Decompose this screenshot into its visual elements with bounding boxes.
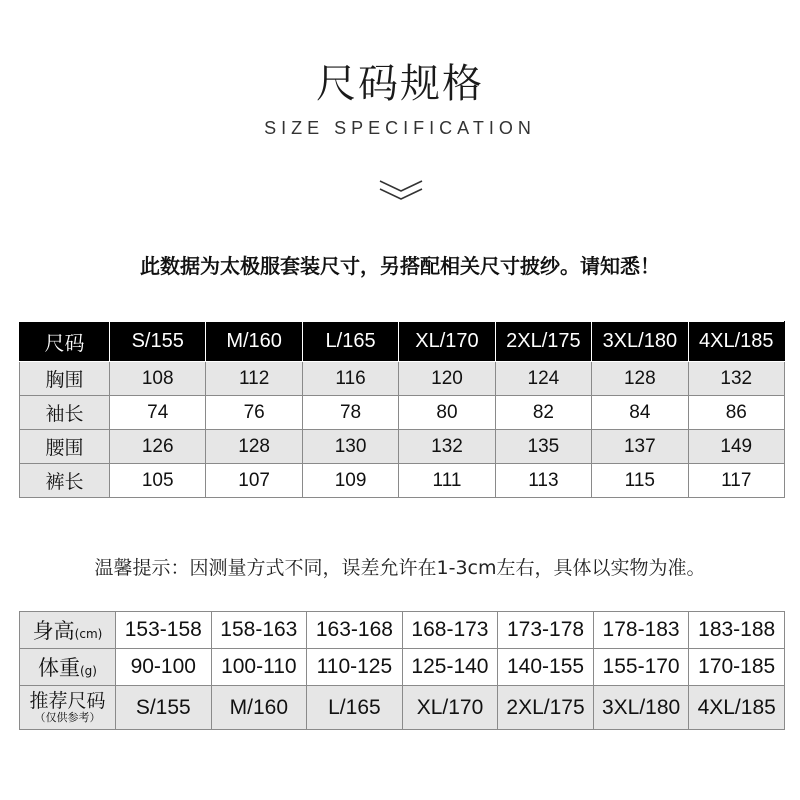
table-row bbox=[20, 362, 785, 396]
table-cell: 110-125 bbox=[307, 649, 403, 686]
height-unit: (cm) bbox=[74, 627, 103, 641]
table-cell: 125-140 bbox=[402, 649, 498, 686]
table-cell: S/155 bbox=[116, 686, 212, 730]
table-cell: 84 bbox=[592, 396, 688, 430]
header-cell: 2XL/175 bbox=[495, 322, 591, 362]
table-cell: 149 bbox=[688, 430, 784, 464]
table-cell: L/165 bbox=[307, 686, 403, 730]
recommend-table bbox=[19, 611, 785, 730]
table-cell: 135 bbox=[495, 430, 591, 464]
height-row bbox=[20, 612, 785, 649]
table-cell: 168-173 bbox=[402, 612, 498, 649]
row-label bbox=[20, 686, 116, 730]
table-cell: 132 bbox=[399, 430, 495, 464]
table-cell: 137 bbox=[592, 430, 688, 464]
row-label: 袖长 bbox=[20, 396, 110, 430]
table-cell: 158-163 bbox=[211, 612, 307, 649]
table-cell: 178-183 bbox=[593, 612, 689, 649]
table-cell: 82 bbox=[495, 396, 591, 430]
tip-text: 温馨提示：因测量方式不同，误差允许在1-3cm左右，具体以实物为准。 bbox=[94, 557, 706, 579]
size-table-header bbox=[20, 322, 785, 362]
table-cell: 132 bbox=[688, 362, 784, 396]
table-cell: 76 bbox=[206, 396, 302, 430]
table-cell: 3XL/180 bbox=[593, 686, 689, 730]
table-cell: 120 bbox=[399, 362, 495, 396]
table-cell: 128 bbox=[206, 430, 302, 464]
table-cell: 90-100 bbox=[116, 649, 212, 686]
header-cell: 3XL/180 bbox=[592, 322, 688, 362]
size-table bbox=[19, 321, 785, 498]
weight-unit: (g) bbox=[80, 664, 97, 678]
table-cell: 4XL/185 bbox=[689, 686, 785, 730]
table-cell: 115 bbox=[592, 464, 688, 498]
header-cell: M/160 bbox=[206, 322, 302, 362]
recommend-label: 推荐尺码 bbox=[29, 690, 106, 712]
table-cell: 130 bbox=[302, 430, 398, 464]
notice-text: 此数据为太极服套装尺寸，另搭配相关尺寸披纱。请知悉！ bbox=[140, 254, 660, 278]
table-cell: 2XL/175 bbox=[498, 686, 594, 730]
table-cell: 78 bbox=[302, 396, 398, 430]
table-row bbox=[20, 430, 785, 464]
table-cell: 140-155 bbox=[498, 649, 594, 686]
table-cell: 170-185 bbox=[689, 649, 785, 686]
table-cell: XL/170 bbox=[402, 686, 498, 730]
table-cell: 113 bbox=[495, 464, 591, 498]
table-cell: 116 bbox=[302, 362, 398, 396]
table-row bbox=[20, 396, 785, 430]
table-cell: M/160 bbox=[211, 686, 307, 730]
recommended-size-row bbox=[20, 686, 785, 730]
table-cell: 109 bbox=[302, 464, 398, 498]
table-cell: 86 bbox=[688, 396, 784, 430]
header-cell: S/155 bbox=[110, 322, 206, 362]
page-title: 尺码规格 bbox=[316, 61, 484, 107]
table-cell: 153-158 bbox=[116, 612, 212, 649]
recommend-sublabel: （仅供参考） bbox=[34, 711, 101, 724]
table-cell: 163-168 bbox=[307, 612, 403, 649]
header-cell: XL/170 bbox=[399, 322, 495, 362]
table-cell: 183-188 bbox=[689, 612, 785, 649]
header-cell: L/165 bbox=[302, 322, 398, 362]
table-cell: 128 bbox=[592, 362, 688, 396]
table-cell: 112 bbox=[206, 362, 302, 396]
table-cell: 100-110 bbox=[211, 649, 307, 686]
table-cell: 80 bbox=[399, 396, 495, 430]
table-cell: 117 bbox=[688, 464, 784, 498]
header-cell: 4XL/185 bbox=[688, 322, 784, 362]
row-label: 胸围 bbox=[20, 362, 110, 396]
table-cell: 74 bbox=[110, 396, 206, 430]
table-cell: 105 bbox=[110, 464, 206, 498]
table-cell: 126 bbox=[110, 430, 206, 464]
table-cell: 107 bbox=[206, 464, 302, 498]
table-cell: 173-178 bbox=[498, 612, 594, 649]
page-subtitle: SIZE SPECIFICATION bbox=[264, 118, 536, 138]
table-cell: 111 bbox=[399, 464, 495, 498]
row-label bbox=[20, 612, 116, 649]
double-chevron-down-icon bbox=[378, 178, 424, 204]
weight-label: 体重 bbox=[38, 656, 80, 680]
height-label: 身高 bbox=[32, 619, 75, 643]
header-cell: 尺码 bbox=[20, 322, 110, 362]
table-row bbox=[20, 464, 785, 498]
row-label bbox=[20, 649, 116, 686]
row-label: 腰围 bbox=[20, 430, 110, 464]
table-cell: 155-170 bbox=[593, 649, 689, 686]
weight-row bbox=[20, 649, 785, 686]
table-cell: 124 bbox=[495, 362, 591, 396]
table-cell: 108 bbox=[110, 362, 206, 396]
row-label: 裤长 bbox=[20, 464, 110, 498]
